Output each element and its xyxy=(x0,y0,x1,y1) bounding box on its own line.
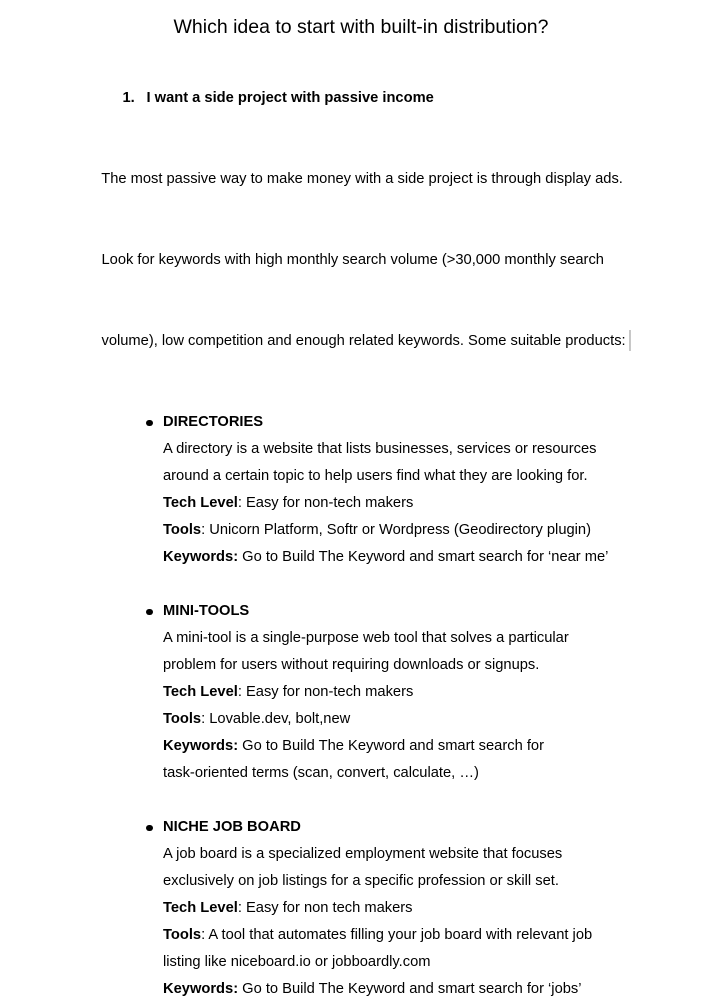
blank-line-spacer xyxy=(0,571,722,598)
field-label: Keywords: xyxy=(163,738,239,754)
list-number: 1. xyxy=(122,90,135,106)
bullet-icon xyxy=(146,825,153,832)
document-body[interactable] xyxy=(0,58,722,1003)
text-line[interactable] xyxy=(0,679,722,706)
text-segment: around a certain topic to help users find what they are looking for. xyxy=(163,468,588,484)
bullet-title: DIRECTORIES xyxy=(163,414,264,430)
text-segment: : Easy for non tech makers xyxy=(237,900,413,916)
text-line[interactable] xyxy=(0,949,722,976)
bullet-section[interactable] xyxy=(0,814,722,1003)
text-segment: : Unicorn Platform, Softr or Wordpress (Geodirectory plugin) xyxy=(201,522,591,538)
text-line[interactable] xyxy=(0,544,722,571)
bullet-title: NICHE JOB BOARD xyxy=(163,819,301,835)
field-label: Tech Level xyxy=(163,495,238,511)
intro-line[interactable] xyxy=(0,139,722,220)
bullet-section[interactable] xyxy=(0,598,722,787)
bullet-title: MINI-TOOLS xyxy=(163,603,250,619)
intro-line[interactable] xyxy=(0,220,722,301)
text-segment: : A tool that automates filling your job board with relevant job xyxy=(201,927,593,943)
text-segment: : Easy for non-tech makers xyxy=(237,495,414,511)
text-segment: Go to Build The Keyword and smart search for ‘near me’ xyxy=(238,549,609,565)
text-segment: The most passive way to make money with a side project is through display ads. xyxy=(101,171,623,187)
bullet-icon xyxy=(146,609,153,616)
text-segment: Go to Build The Keyword and smart search for xyxy=(238,738,544,754)
text-line[interactable] xyxy=(0,922,722,949)
text-segment: Look for keywords with high monthly search volume (>30,000 monthly search xyxy=(101,252,604,268)
bullet-section[interactable] xyxy=(0,409,722,571)
text-cursor xyxy=(629,330,632,351)
text-line[interactable] xyxy=(0,895,722,922)
text-segment: exclusively on job listings for a specific profession or skill set. xyxy=(163,873,559,889)
text-line[interactable] xyxy=(0,436,722,463)
heading-text: I want a side project with passive income xyxy=(146,90,434,106)
text-segment: : Lovable.dev, bolt,new xyxy=(201,711,351,727)
field-label: Tech Level xyxy=(163,684,238,700)
intro-line[interactable] xyxy=(0,301,722,382)
text-line[interactable] xyxy=(0,841,722,868)
field-label: Tools xyxy=(163,522,202,538)
field-label: Tools xyxy=(163,927,202,943)
text-segment: volume), low competition and enough related keywords. Some suitable products: xyxy=(101,333,626,349)
text-segment: A mini-tool is a single-purpose web tool that solves a particular xyxy=(163,630,569,646)
text-segment: problem for users without requiring downloads or signups. xyxy=(163,657,540,673)
text-segment: A job board is a specialized employment website that focuses xyxy=(163,846,563,862)
text-line[interactable] xyxy=(0,976,722,1003)
field-label: Tech Level xyxy=(163,900,238,916)
text-segment: task-oriented terms (scan, convert, calculate, …) xyxy=(163,765,479,781)
bullet-title-line[interactable] xyxy=(0,598,722,625)
text-line[interactable] xyxy=(0,706,722,733)
text-segment: listing like niceboard.io or jobboardly.com xyxy=(163,954,431,970)
text-segment: A directory is a website that lists businesses, services or resources xyxy=(163,441,597,457)
blank-line-spacer xyxy=(0,787,722,814)
field-label: Keywords: xyxy=(163,549,239,565)
text-line[interactable] xyxy=(0,490,722,517)
field-label: Tools xyxy=(163,711,202,727)
text-line[interactable] xyxy=(0,760,722,787)
text-line[interactable] xyxy=(0,463,722,490)
bullet-list[interactable] xyxy=(0,409,722,1003)
numbered-heading[interactable] xyxy=(0,58,722,139)
text-line[interactable] xyxy=(0,733,722,760)
text-line[interactable] xyxy=(0,625,722,652)
text-segment: Go to Build The Keyword and smart search for ‘jobs’ xyxy=(238,981,582,997)
text-line[interactable] xyxy=(0,517,722,544)
text-line[interactable] xyxy=(0,868,722,895)
bullet-title-line[interactable] xyxy=(0,409,722,436)
bullet-icon xyxy=(146,420,153,427)
blank-line-spacer xyxy=(0,382,722,409)
field-label: Keywords: xyxy=(163,981,239,997)
text-line[interactable] xyxy=(0,652,722,679)
bullet-title-line[interactable] xyxy=(0,814,722,841)
document-title: Which idea to start with built-in distribution? xyxy=(173,16,549,38)
text-segment: : Easy for non-tech makers xyxy=(237,684,414,700)
